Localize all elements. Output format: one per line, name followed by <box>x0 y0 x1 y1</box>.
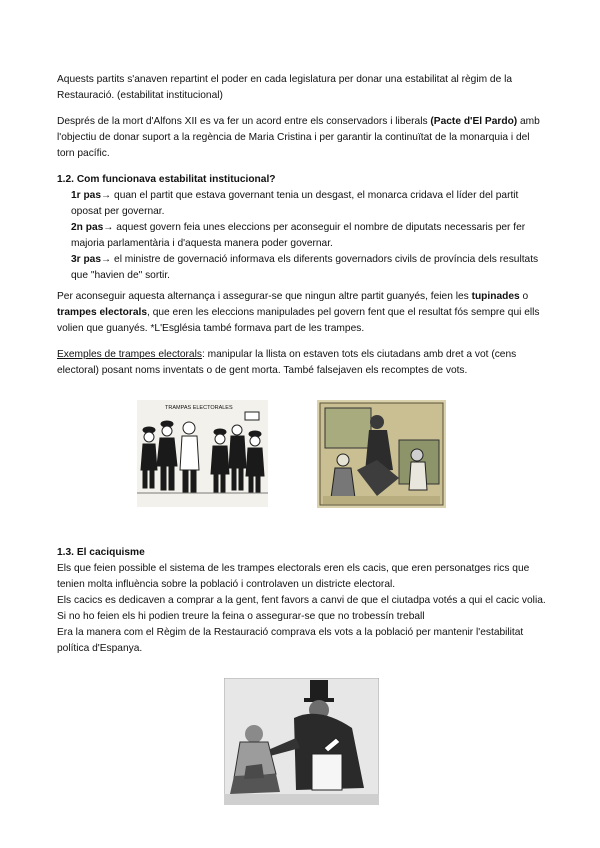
pacte-paragraph <box>57 114 547 162</box>
paragraph-text: o <box>519 291 529 302</box>
paragraph-text: Després de la mort d'Alfons XII es va fer un acord entre els conservadors i liberals <box>57 116 431 127</box>
section-heading: 1.2. Com funcionava estabilitat institucional? <box>57 174 276 185</box>
paragraph-text: : manipular la llista on estaven tots els ciutadans amb dret a vot (cens electoral) posant noms inventats o de gent morta. També falsejaven els recomptes de vots. <box>57 349 517 376</box>
paragraph-text: Era la manera com el Règim de la Restauració comprava els vots a la població per mantenir l'estabilitat política d'Espanya. <box>57 627 524 654</box>
cacique-cartoon <box>224 678 379 805</box>
step-item <box>57 188 547 220</box>
bold-term: trampes electorals <box>57 307 148 318</box>
cartoon-caption: TRAMPAS ELECTORALES <box>165 405 233 411</box>
step-text: → aquest govern feia unes eleccions per aconseguir el nombre de diputats necessaris per fer majoria parlamentària i d'aquesta manera poder governar. <box>71 222 526 249</box>
step-item <box>57 220 547 252</box>
paragraph-text: , que eren les eleccions manipulades pel govern fent que el resultat fós sempre qui ells volien que guanyés. *L'Església també formava part de les trampes. <box>57 307 540 334</box>
step-label: 1r pas <box>71 190 102 201</box>
intro-paragraph <box>57 72 547 104</box>
section-1-2 <box>57 172 547 284</box>
trampas-electorales-cartoon <box>137 400 268 507</box>
step-text: → quan el partit que estava governant tenia un desgast, el monarca cridava el líder del partit oposat per governar. <box>71 190 519 217</box>
tupinades-paragraph <box>57 289 547 337</box>
paragraph-text: amb l'objectiu de donar suport a la regència de Maria Cristina i per garantir la continuïtat de la monarquia i del torn pacífic. <box>57 116 540 159</box>
satirical-cartoon <box>317 400 446 508</box>
bold-term: (Pacte d'El Pardo) <box>430 116 518 127</box>
examples-paragraph <box>57 347 547 379</box>
step-label: 2n pas <box>71 222 104 233</box>
step-text: → el ministre de governació informava els diferents governadors civils de província dels resultats que "havien de" sortir. <box>71 254 539 281</box>
section-1-3 <box>57 545 547 657</box>
section-heading: 1.3. El caciquisme <box>57 547 145 558</box>
step-item <box>57 252 547 284</box>
paragraph-text: Els que feien possible el sistema de les trampes electorals eren els cacis, que eren personatges rics que tenien molta influència sobre la població i controlaven un districte electoral. <box>57 563 530 590</box>
bold-term: tupinades <box>471 291 520 302</box>
paragraph-text: Aquests partits s'anaven repartint el poder en cada legislatura per donar una estabilitat al règim de la Restauració. (estabilitat institucional) <box>57 74 512 101</box>
underlined-label: Exemples de trampes electorals <box>57 349 202 360</box>
step-label: 3r pas <box>71 254 102 265</box>
paragraph-text: Per aconseguir aquesta alternança i assegurar-se que ningun altre partit guanyés, feien les <box>57 291 472 302</box>
paragraph-text: Els cacics es dedicaven a comprar a la gent, fent favors a canvi de que el ciutadpa votés a qui el cacic volia. Si no ho feien els hi podien treure la feina o assegurar-se que no trobessín treball <box>57 595 546 622</box>
